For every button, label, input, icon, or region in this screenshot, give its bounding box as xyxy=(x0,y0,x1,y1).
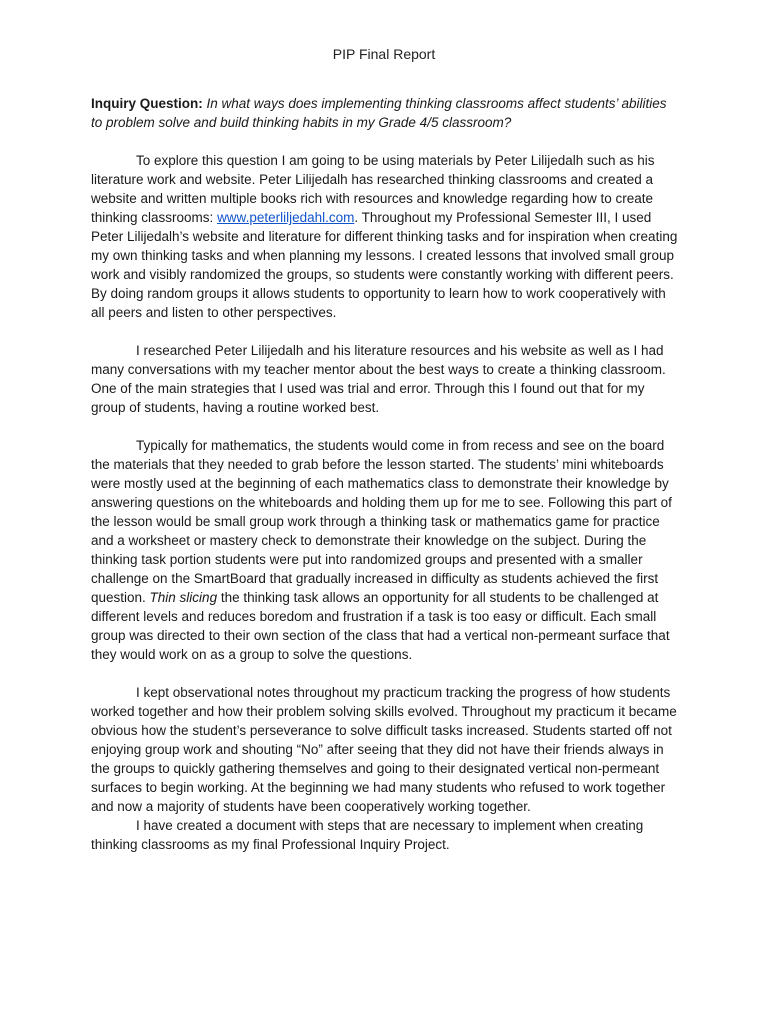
paragraph-routine-text-2: the thinking task allows an opportunity for all students to be challenged at different levels and reduces boredom and frustration if a task is too easy or difficult. Each small group was directed to their own section of the class that had a vertical non-permeant surface that they would work on as a group to solve the questions. xyxy=(91,590,670,662)
document-body xyxy=(91,94,679,873)
paragraph-observations: I kept observational notes throughout my practicum tracking the progress of how students worked together and how their problem solving skills evolved. Throughout my practicum it became obvious how the student’s perseverance to solve difficult tasks increased. Students started off not enjoying group work and shouting “No” after seeing that they did not have their friends always in the groups to quickly gathering themselves and going to their designated vertical non-permeant surfaces to begin working. At the beginning we had many students who refused to work together and now a majority of students have been cooperatively working together. xyxy=(91,685,677,814)
paragraph-conclusion: I have created a document with steps that are necessary to implement when creating thinking classrooms as my final Professional Inquiry Project. xyxy=(91,818,644,852)
document-title: PIP Final Report xyxy=(332,46,436,62)
paragraph-research: I researched Peter Lilijedalh and his literature resources and his website as well as I had many conversations with my teacher mentor about the best ways to create a thinking classroom. One of the main strategies that I used was trial and error. Through this I found out that for my group of students, having a routine worked best. xyxy=(91,343,666,415)
website-link[interactable]: www.peterliljedahl.com xyxy=(217,210,355,225)
paragraph-routine-text-1: Typically for mathematics, the students would come in from recess and see on the board the materials that they needed to grab before the lesson started. The students’ mini whiteboards were mostly used at the beginning of each mathematics class to demonstrate their knowledge by answering questions on the whiteboards and holding them up for me to see. Following this part of the lesson would be small group work through a thinking task or mathematics game for practice and a worksheet or mastery check to demonstrate their knowledge on the subject. During the thinking task portion students were put into randomized groups and presented with a smaller challenge on the SmartBoard that gradually increased in difficulty as students achieved the first question. xyxy=(91,438,672,605)
paragraph-materials xyxy=(91,151,679,322)
inquiry-text: In what ways does implementing thinking classrooms affect students’ abilities to problem solve and build thinking habits in my Grade 4/5 classroom? xyxy=(91,96,667,130)
paragraph-materials-text-2: . Throughout my Professional Semester III, I used Peter Lilijedalh’s website and literature for different thinking tasks and for inspiration when creating my own thinking tasks and when planning my lessons. I created lessons that involved small group work and visibly randomized the groups, so students were constantly working with different peers. By doing random groups it allows students to opportunity to learn how to work cooperatively with all peers and listen to other perspectives. xyxy=(91,210,678,320)
inquiry-question xyxy=(91,94,679,132)
inquiry-label: Inquiry Question: xyxy=(91,96,203,111)
thin-slicing-term: Thin slicing xyxy=(149,590,218,605)
paragraph-routine xyxy=(91,436,679,664)
paragraph-materials-text-1: To explore this question I am going to be using materials by Peter Lilijedalh such as his literature work and website. Peter Lilijedalh has researched thinking classrooms and created a website and written multiple books rich with resources and knowledge regarding how to create thinking classrooms: xyxy=(91,153,655,225)
